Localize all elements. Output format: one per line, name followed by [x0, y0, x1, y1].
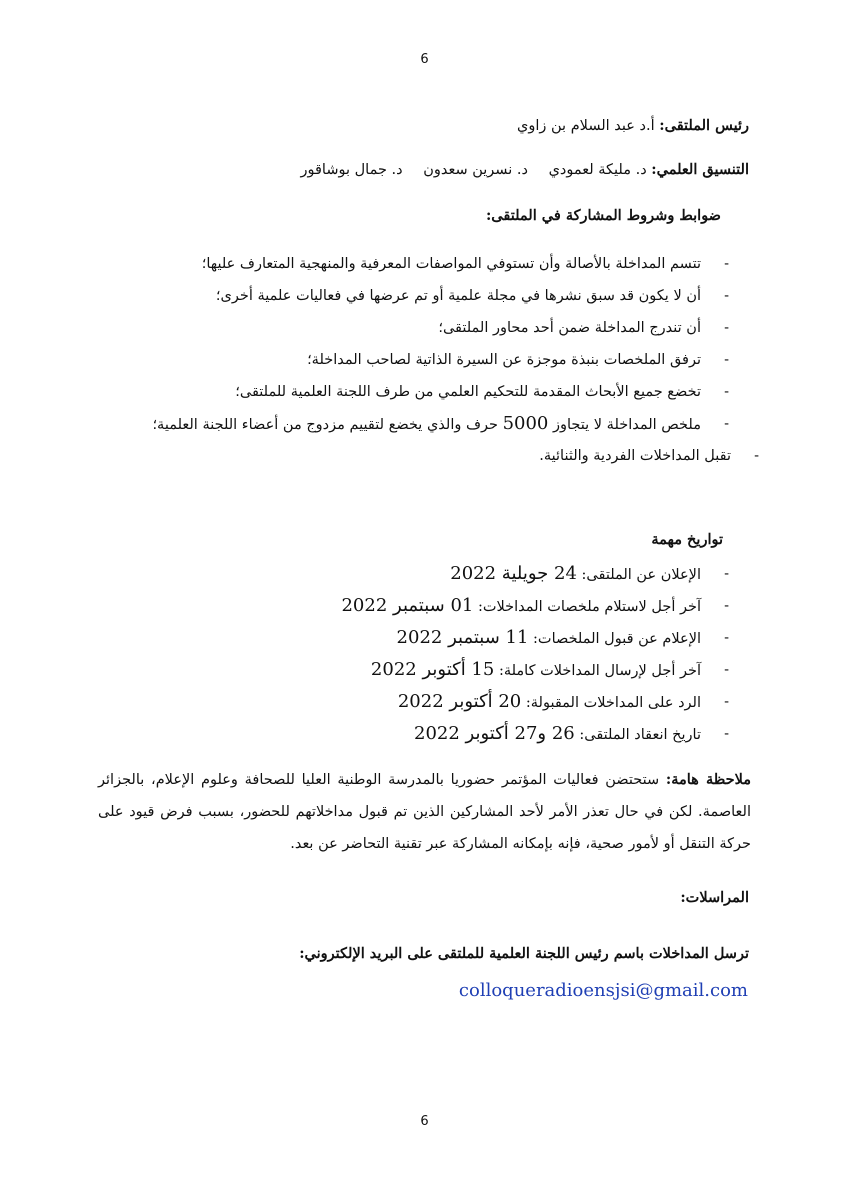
- list-item: - أن تندرج المداخلة ضمن أحد محاور الملتقى؛: [152, 312, 701, 344]
- conditions-heading: ضوابط وشروط المشاركة في الملتقى:: [485, 207, 721, 224]
- president-label: رئيس الملتقى:: [659, 117, 749, 134]
- list-item: - أن لا يكون قد سبق نشرها في مجلة علمية أو تم عرضها في فعاليات علمية أخرى؛: [152, 280, 701, 312]
- list-item: - تاريخ انعقاد الملتقى: 26 و27 أكتوبر 2022: [341, 718, 701, 750]
- page-number-bottom: 6: [420, 1114, 429, 1129]
- coordination-label: التنسيق العلمي:: [651, 161, 749, 178]
- coordination-member: د. جمال بوشاقور: [300, 162, 403, 178]
- list-item: - آخر أجل لإرسال المداخلات كاملة: 15 أكتوبر 2022: [341, 654, 701, 686]
- list-item: - تقبل المداخلات الفردية والثنائية.: [539, 440, 731, 472]
- list-item: - الإعلان عن الملتقى: 24 جويلية 2022: [341, 558, 701, 590]
- conditions-list: [152, 248, 701, 440]
- president-value: أ.د عبد السلام بن زاوي: [517, 118, 655, 134]
- email-link[interactable]: colloqueradioensjsi@gmail.com: [458, 980, 748, 1001]
- list-item: - آخر أجل لاستلام ملخصات المداخلات: 01 سبتمبر 2022: [341, 590, 701, 622]
- note-text: ستحتضن فعاليات المؤتمر حضوريا بالمدرسة الوطنية العليا للصحافة وعلوم الإعلام، بالجزائر العاصمة. لكن في حال تعذر الأمر لأحد المشاركين الذين تم قبول مداخلاتهم للحضور، بسبب فرض قيود على حركة التنقل أو لأمور صحية، فإنه بإمكانه المشاركة عبر تقنية التحاضر عن بعد.: [98, 772, 751, 852]
- coordination-line: [300, 160, 749, 180]
- dates-list: [341, 558, 701, 750]
- dates-heading: تواريخ مهمة: [651, 531, 723, 548]
- correspondence-heading: المراسلات:: [680, 889, 749, 906]
- list-item: - ترفق الملخصات بنبذة موجزة عن السيرة الذاتية لصاحب المداخلة؛: [152, 344, 701, 376]
- coordination-member: د. مليكة لعمودي: [548, 162, 647, 178]
- list-item: - ملخص المداخلة لا يتجاوز 5000 حرف والذي يخضع لتقييم مزدوج من أعضاء اللجنة العلمية؛: [152, 408, 701, 440]
- important-note: [98, 764, 751, 860]
- president-line: [517, 116, 749, 136]
- list-item: - تخضع جميع الأبحاث المقدمة للتحكيم العلمي من طرف اللجنة العلمية للملتقى؛: [152, 376, 701, 408]
- list-item: - الرد على المداخلات المقبولة: 20 أكتوبر 2022: [341, 686, 701, 718]
- correspondence-send-line: ترسل المداخلات باسم رئيس اللجنة العلمية للملتقى على البريد الإلكتروني:: [299, 945, 749, 962]
- list-item: - تتسم المداخلة بالأصالة وأن تستوفي المواصفات المعرفية والمنهجية المتعارف عليها؛: [152, 248, 701, 280]
- note-label: ملاحظة هامة:: [665, 771, 752, 788]
- list-item: - الإعلام عن قبول الملخصات: 11 سبتمبر 2022: [341, 622, 701, 654]
- coordination-member: د. نسرين سعدون: [423, 162, 528, 178]
- page-number-top: 6: [420, 52, 429, 67]
- conditions-item-7: [539, 440, 731, 472]
